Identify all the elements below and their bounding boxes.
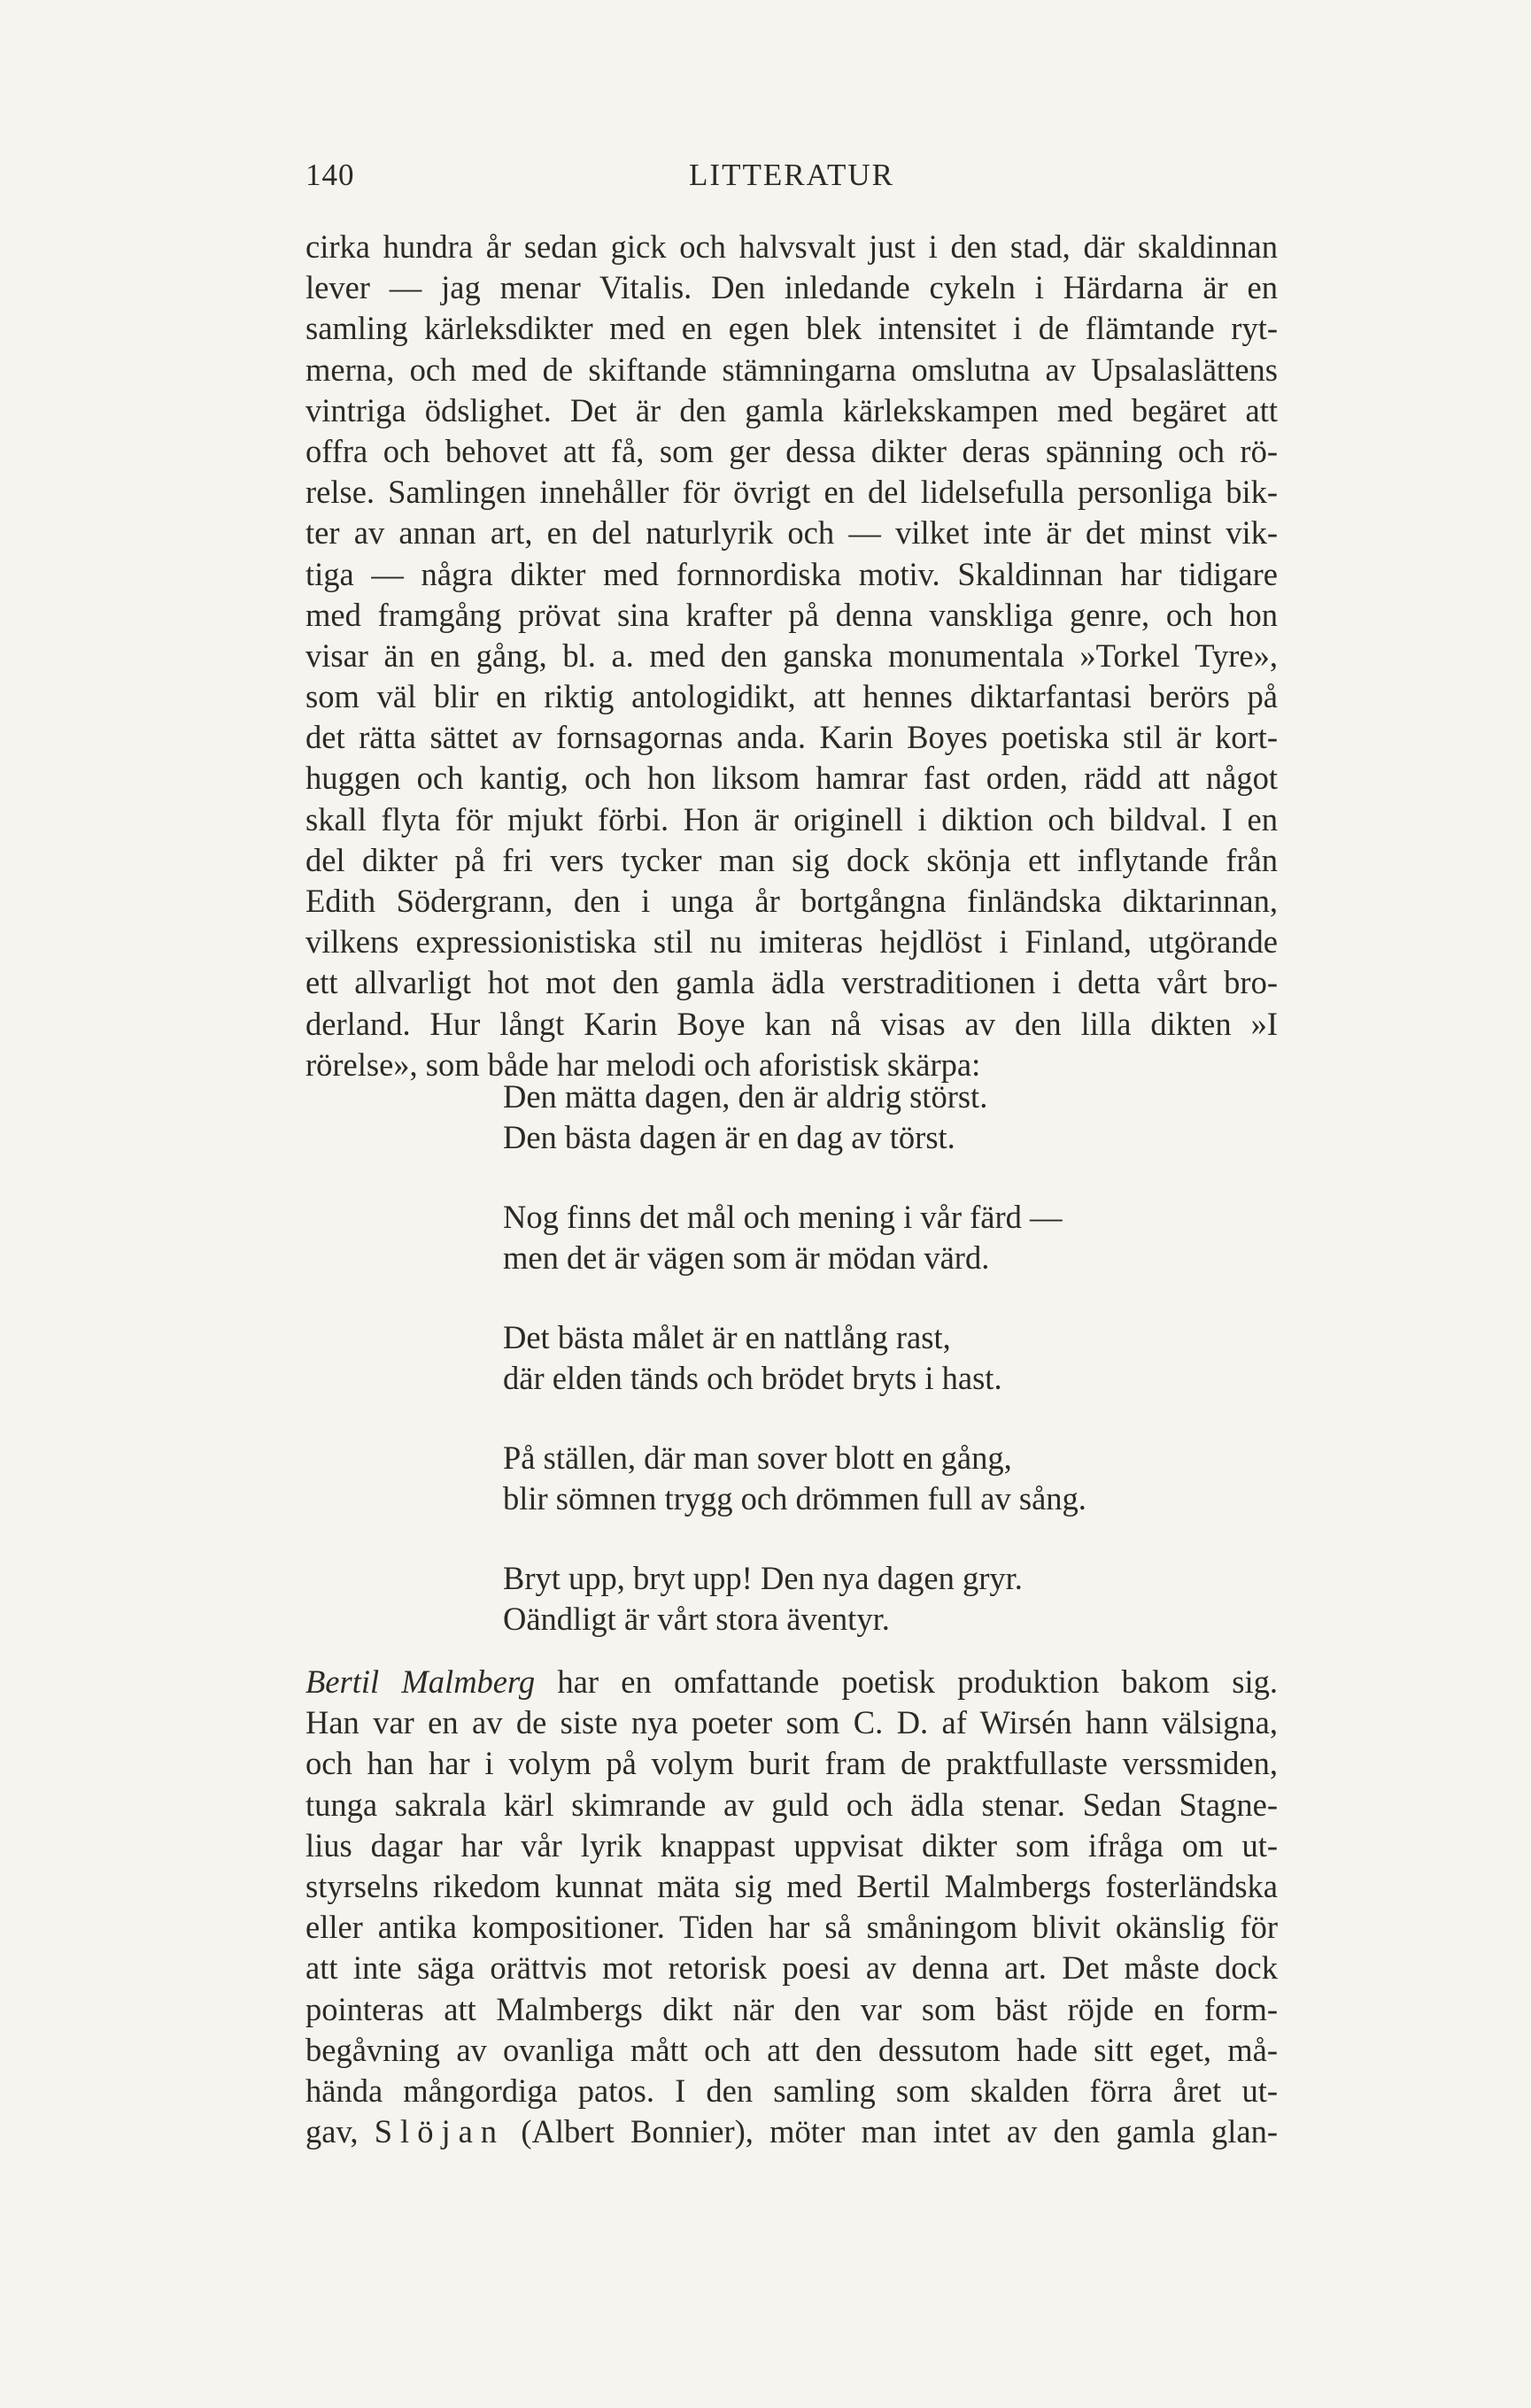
text-line: vilkens expressionistiska stil nu imiteras hejdlöst i Finland, utgörande xyxy=(305,923,1278,961)
text-line: lius dagar har vår lyrik knappast uppvisat dikter som ifråga om ut- xyxy=(305,1826,1278,1864)
poem-stanza xyxy=(503,1317,1282,1399)
text-line: merna, och med de skiftande stämningarna omslutna av Upsalaslättens xyxy=(305,351,1278,388)
text-line: med framgång prövat sina krafter på denna vanskliga genre, och hon xyxy=(305,596,1278,633)
poem-i-rorelse xyxy=(503,1077,1282,1679)
text-line: ter av annan art, en del naturlyrik och — vilket inte är det minst vik- xyxy=(305,514,1278,552)
poem-verse: Det bästa målet är en nattlång rast, xyxy=(503,1319,951,1355)
poem-stanza xyxy=(503,1558,1282,1640)
text-line: som väl blir en riktig antologidikt, att hennes diktarfantasi berörs på xyxy=(305,678,1278,715)
poem-stanza xyxy=(503,1438,1282,1519)
text-line: styrselns rikedom kunnat mäta sig med Bertil Malmbergs fosterländska xyxy=(305,1867,1278,1904)
text-line: hända mångordiga patos. I den samling som skalden förra året ut- xyxy=(305,2072,1278,2109)
running-head xyxy=(305,158,1278,202)
poem-verse: Den mätta dagen, den är aldrig störst. xyxy=(503,1078,988,1115)
poem-verse: där elden tänds och brödet bryts i hast. xyxy=(503,1360,1002,1396)
running-title: LITTERATUR xyxy=(689,158,894,192)
text-line: och han har i volym på volym burit fram de praktfullaste verssmiden, xyxy=(305,1745,1278,1782)
text-fragment: gav, xyxy=(305,2113,359,2150)
text-line: rörelse», som både har melodi och aforistisk skärpa: xyxy=(305,1046,981,1083)
text-line: relse. Samlingen innehåller för övrigt en del lidelsefulla personliga bik- xyxy=(305,474,1278,511)
text-line: Edith Södergrann, den i unga år bortgångna finländska diktarinnan, xyxy=(305,883,1278,919)
author-name: Bertil Malmberg xyxy=(305,1663,536,1700)
text-line: huggen och kantig, och hon liksom hamrar fast orden, rädd att något xyxy=(305,760,1278,797)
text-line: pointeras att Malmbergs dikt när den var som bäst röjde en form- xyxy=(305,1990,1278,2027)
poem-stanza xyxy=(503,1077,1282,1158)
text-line: samling kärleksdikter med en egen blek intensitet i de flämtande ryt- xyxy=(305,310,1278,347)
text-line: offra och behovet att få, som ger dessa dikter deras spänning och rö- xyxy=(305,432,1278,469)
paragraph-karin-boye xyxy=(305,227,1278,1085)
text-line xyxy=(305,2111,1278,2152)
paragraph-bertil-malmberg xyxy=(305,1662,1278,2152)
poem-verse: blir sömnen trygg och drömmen full av sång. xyxy=(503,1480,1086,1517)
text-line: ett allvarligt hot mot den gamla ädla verstraditionen i detta vårt bro- xyxy=(305,964,1278,1001)
text-line: tiga — några dikter med fornnordiska motiv. Skaldinnan har tidigare xyxy=(305,555,1278,592)
text-line: begåvning av ovanliga mått och att den dessutom hade sitt eget, må- xyxy=(305,2031,1278,2068)
poem-verse: Den bästa dagen är en dag av törst. xyxy=(503,1119,955,1155)
book-title: Slöjan xyxy=(374,2113,506,2150)
text-line: Han var en av de siste nya poeter som C. D. af Wirsén hann välsigna, xyxy=(305,1704,1278,1741)
poem-verse: men det är vägen som är mödan värd. xyxy=(503,1239,990,1276)
text-line xyxy=(305,1662,1278,1702)
text-line: att inte säga orättvis mot retorisk poesi av denna art. Det måste dock xyxy=(305,1949,1278,1987)
poem-verse: På ställen, där man sover blott en gång, xyxy=(503,1439,1012,1476)
text-fragment: (Albert Bonnier), möter man intet av den gamla glan- xyxy=(521,2113,1279,2150)
text-fragment: har en omfattande poetisk produktion bakom sig. xyxy=(557,1663,1278,1700)
text-line: skall flyta för mjukt förbi. Hon är originell i diktion och bildval. I en xyxy=(305,800,1278,837)
text-line: del dikter på fri vers tycker man sig dock skönja ett inflytande från xyxy=(305,841,1278,878)
text-line: cirka hundra år sedan gick och halvsvalt just i den stad, där skaldinnan xyxy=(305,228,1278,265)
text-line: tunga sakrala kärl skimrande av guld och ädla stenar. Sedan Stagne- xyxy=(305,1786,1278,1823)
text-line: lever — jag menar Vitalis. Den inledande cykeln i Härdarna är en xyxy=(305,269,1278,306)
text-line: eller antika kompositioner. Tiden har så småningom blivit okänslig för xyxy=(305,1909,1278,1946)
text-line: vintriga ödslighet. Det är den gamla kärlekskampen med begäret att xyxy=(305,391,1278,428)
page-number: 140 xyxy=(305,158,355,192)
text-line: derland. Hur långt Karin Boye kan nå visas av den lilla dikten »I xyxy=(305,1005,1278,1042)
text-line: visar än en gång, bl. a. med den ganska monumentala »Torkel Tyre», xyxy=(305,637,1278,674)
poem-verse: Oändligt är vårt stora äventyr. xyxy=(503,1601,890,1637)
poem-verse: Bryt upp, bryt upp! Den nya dagen gryr. xyxy=(503,1560,1023,1596)
text-line: det rätta sättet av fornsagornas anda. Karin Boyes poetiska stil är kort- xyxy=(305,719,1278,756)
poem-verse: Nog finns det mål och mening i vår färd — xyxy=(503,1199,1063,1235)
poem-stanza xyxy=(503,1197,1282,1278)
